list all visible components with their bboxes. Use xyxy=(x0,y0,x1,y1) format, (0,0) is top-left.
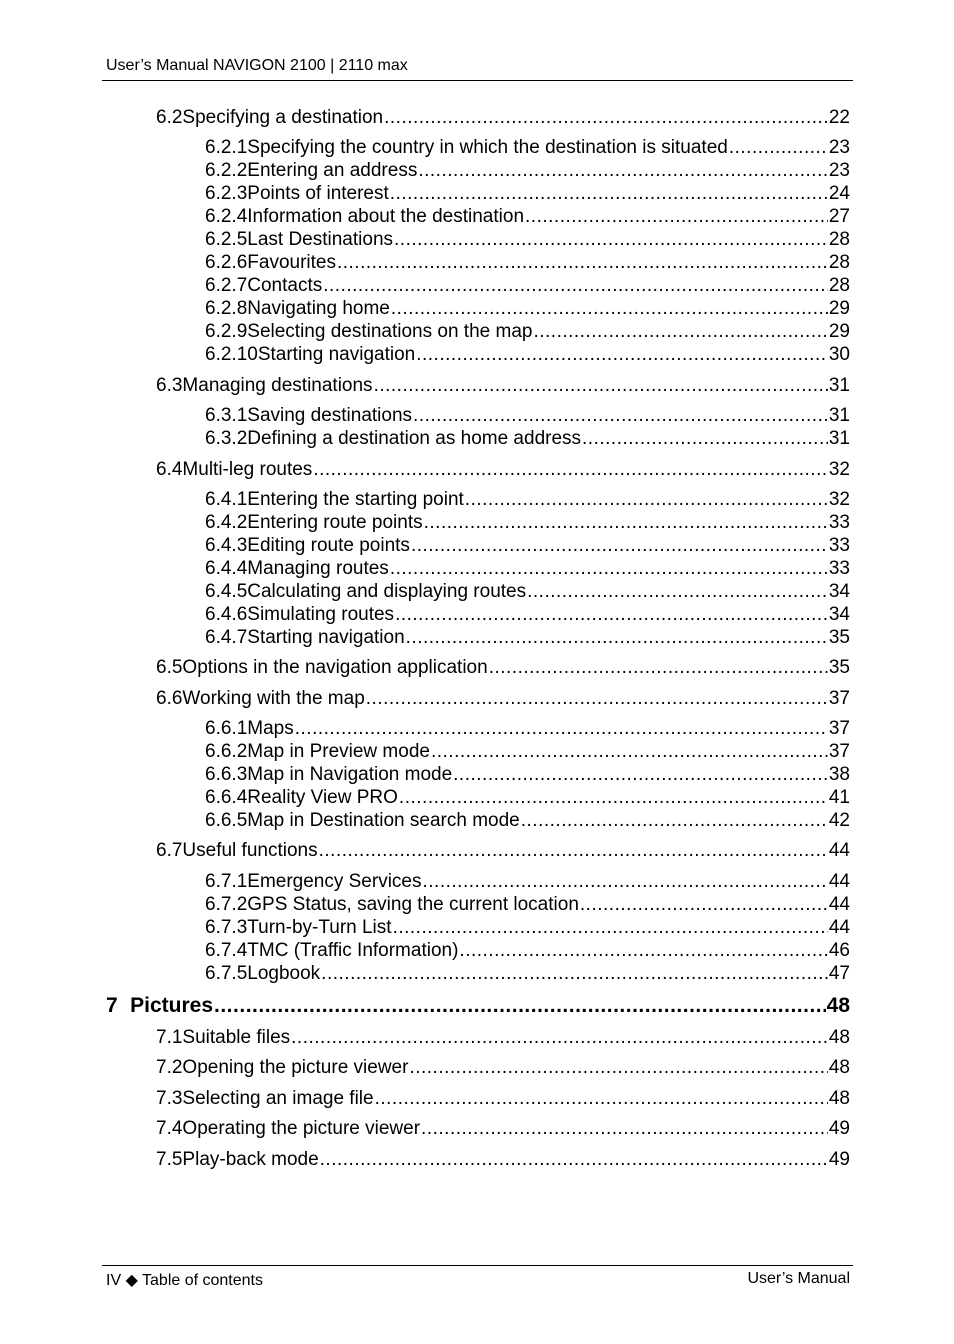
toc-dot-leader xyxy=(337,252,828,274)
toc-entry-number: 6.2.2 xyxy=(205,160,248,181)
toc-entry-number: 7.5 xyxy=(156,1149,183,1170)
toc-dot-leader xyxy=(406,627,828,649)
toc-entry-title: Map in Destination search mode xyxy=(247,810,520,831)
footer-manual-label: User’s Manual xyxy=(747,1270,850,1287)
toc-entry-page: 44 xyxy=(828,871,850,892)
toc-dot-leader xyxy=(366,688,828,710)
toc-entry-number: 6.7.4 xyxy=(205,940,248,961)
toc-entry-title: Managing destinations xyxy=(182,375,373,396)
toc-entry-page: 41 xyxy=(828,787,850,808)
toc-entry-number: 6.4.2 xyxy=(205,512,248,533)
toc-entry[interactable] xyxy=(205,810,850,832)
toc-entry-page: 32 xyxy=(828,489,850,510)
toc-dot-leader xyxy=(580,894,828,916)
toc-entry-page: 42 xyxy=(828,810,850,831)
toc-dot-leader xyxy=(319,840,828,862)
toc-entry-page: 37 xyxy=(828,741,850,762)
toc-entry[interactable] xyxy=(205,405,850,427)
toc-dot-leader xyxy=(214,994,826,1018)
toc-entry-page: 35 xyxy=(828,657,850,678)
toc-dot-leader xyxy=(291,1027,828,1049)
toc-entry[interactable] xyxy=(205,229,850,251)
toc-entry[interactable] xyxy=(156,1149,850,1171)
toc-dot-leader xyxy=(423,871,828,893)
toc-entry-title: Specifying a destination xyxy=(182,107,384,128)
toc-entry[interactable] xyxy=(205,940,850,962)
toc-entry-title: Starting navigation xyxy=(257,344,416,365)
toc-entry[interactable] xyxy=(156,375,850,397)
toc-entry[interactable] xyxy=(205,275,850,297)
toc-entry-number: 6.2.7 xyxy=(205,275,248,296)
toc-entry-number: 6.4.7 xyxy=(205,627,248,648)
toc-entry-page: 33 xyxy=(828,512,850,533)
toc-entry[interactable] xyxy=(205,160,850,182)
toc-entry-title: Selecting an image file xyxy=(182,1088,374,1109)
toc-entry-page: 47 xyxy=(828,963,850,984)
toc-entry[interactable] xyxy=(205,344,850,366)
toc-entry-number: 6.2.9 xyxy=(205,321,248,342)
toc-entry-number: 6.2.8 xyxy=(205,298,248,319)
footer-rule xyxy=(102,1265,853,1266)
toc-entry-page: 48 xyxy=(826,994,850,1017)
toc-dot-leader xyxy=(399,787,828,809)
toc-dot-leader xyxy=(390,558,828,580)
toc-entry-title: Play-back mode xyxy=(182,1149,319,1170)
toc-entry[interactable] xyxy=(156,1057,850,1079)
toc-entry-number: 6.7.3 xyxy=(205,917,248,938)
toc-entry-page: 22 xyxy=(828,107,850,128)
toc-entry-page: 44 xyxy=(828,917,850,938)
toc-dot-leader xyxy=(459,940,827,962)
toc-dot-leader xyxy=(393,917,828,939)
toc-entry-number: 6.3 xyxy=(156,375,183,396)
toc-entry-number: 6.7.2 xyxy=(205,894,248,915)
toc-entry-title: Reality View PRO xyxy=(247,787,398,808)
toc-entry[interactable] xyxy=(205,718,850,740)
toc-entry[interactable] xyxy=(205,321,850,343)
toc-entry-number: 6.4.1 xyxy=(205,489,248,510)
toc-entry-number: 6.5 xyxy=(156,657,183,678)
toc-dot-leader xyxy=(421,1118,828,1140)
toc-dot-leader xyxy=(313,459,828,481)
toc-dot-leader xyxy=(374,375,828,397)
toc-entry-page: 28 xyxy=(828,275,850,296)
toc-entry-number: 6.4.5 xyxy=(205,581,248,602)
toc-entry-title: Defining a destination as home address xyxy=(247,428,582,449)
toc-entry-title: Last Destinations xyxy=(247,229,394,250)
toc-entry-title: Favourites xyxy=(247,252,336,273)
toc-entry-title: Map in Navigation mode xyxy=(247,764,453,785)
toc-entry-title: Emergency Services xyxy=(247,871,422,892)
toc-entry-title: Navigating home xyxy=(247,298,390,319)
toc-dot-leader xyxy=(582,428,828,450)
toc-dot-leader xyxy=(533,321,827,343)
toc-entry-page: 38 xyxy=(828,764,850,785)
toc-entry-page: 31 xyxy=(828,375,850,396)
toc-entry-title: Calculating and displaying routes xyxy=(247,581,527,602)
toc-entry-title: Opening the picture viewer xyxy=(182,1057,409,1078)
toc-entry-number: 6.4 xyxy=(156,459,183,480)
toc-entry-page: 34 xyxy=(828,581,850,602)
toc-entry-page: 35 xyxy=(828,627,850,648)
toc-entry[interactable] xyxy=(205,206,850,228)
toc-dot-leader xyxy=(391,298,828,320)
toc-entry-number: 6.6.5 xyxy=(205,810,248,831)
toc-entry-number: 6.2.10 xyxy=(205,344,258,365)
toc-entry-page: 23 xyxy=(828,137,850,158)
toc-entry-number: 7.4 xyxy=(156,1118,183,1139)
toc-entry[interactable] xyxy=(205,535,850,557)
toc-dot-leader xyxy=(375,1088,828,1110)
toc-entry-number: 7 xyxy=(106,994,118,1017)
toc-entry-number: 6.2.1 xyxy=(205,137,248,158)
toc-dot-leader xyxy=(424,512,828,534)
toc-entry-title: Suitable files xyxy=(182,1027,291,1048)
toc-entry-number: 6.4.6 xyxy=(205,604,248,625)
toc-entry-page: 44 xyxy=(828,840,850,861)
toc-entry-title: Options in the navigation application xyxy=(182,657,488,678)
toc-entry-page: 28 xyxy=(828,229,850,250)
toc-entry-page: 37 xyxy=(828,718,850,739)
toc-dot-leader xyxy=(431,741,828,763)
toc-entry[interactable] xyxy=(205,604,850,626)
toc-dot-leader xyxy=(527,581,828,603)
toc-entry[interactable] xyxy=(205,183,850,205)
toc-entry-title: Information about the destination xyxy=(247,206,525,227)
toc-entry[interactable] xyxy=(205,764,850,786)
toc-entry-title: Pictures xyxy=(130,994,214,1017)
toc-entry-page: 37 xyxy=(828,688,850,709)
toc-entry-title: Simulating routes xyxy=(247,604,395,625)
toc-entry-page: 33 xyxy=(828,535,850,556)
toc-entry-page: 48 xyxy=(828,1027,850,1048)
toc-entry[interactable] xyxy=(205,741,850,763)
toc-dot-leader xyxy=(418,160,828,182)
toc-entry-number: 6.2.3 xyxy=(205,183,248,204)
toc-entry[interactable] xyxy=(205,252,850,274)
toc-entry-title: Map in Preview mode xyxy=(247,741,430,762)
toc-entry-number: 6.4.4 xyxy=(205,558,248,579)
toc-dot-leader xyxy=(295,718,828,740)
toc-entry[interactable] xyxy=(205,558,850,580)
toc-entry-page: 48 xyxy=(828,1057,850,1078)
toc-entry-number: 6.7.1 xyxy=(205,871,248,892)
running-header: User’s Manual NAVIGON 2100 | 2110 max xyxy=(106,57,408,74)
toc-dot-leader xyxy=(465,489,828,511)
footer-page-label: IV ◆ Table of contents xyxy=(106,1272,263,1289)
toc-entry-title: Saving destinations xyxy=(247,405,413,426)
toc-entry-title: Managing routes xyxy=(247,558,389,579)
toc-entry-page: 49 xyxy=(828,1118,850,1139)
toc-dot-leader xyxy=(525,206,828,228)
toc-entry-title: Points of interest xyxy=(247,183,389,204)
toc-entry-page: 27 xyxy=(828,206,850,227)
toc-entry-title: Selecting destinations on the map xyxy=(247,321,533,342)
toc-entry-number: 6.6.2 xyxy=(205,741,248,762)
toc-entry-number: 7.3 xyxy=(156,1088,183,1109)
toc-entry-title: Working with the map xyxy=(182,688,365,709)
toc-entry[interactable] xyxy=(205,489,850,511)
toc-entry-title: Logbook xyxy=(247,963,321,984)
toc-entry[interactable] xyxy=(156,657,850,679)
toc-entry-number: 7.2 xyxy=(156,1057,183,1078)
toc-dot-leader xyxy=(384,107,828,129)
toc-entry[interactable] xyxy=(205,298,850,320)
toc-entry[interactable] xyxy=(156,107,850,129)
toc-entry[interactable] xyxy=(205,871,850,893)
toc-entry-title: GPS Status, saving the current location xyxy=(247,894,579,915)
toc-entry-title: Operating the picture viewer xyxy=(182,1118,421,1139)
toc-entry-page: 23 xyxy=(828,160,850,181)
toc-entry-page: 31 xyxy=(828,405,850,426)
toc-entry[interactable] xyxy=(156,459,850,481)
toc-entry[interactable] xyxy=(205,137,850,159)
toc-entry[interactable] xyxy=(156,688,850,710)
toc-entry-page: 31 xyxy=(828,428,850,449)
toc-entry[interactable] xyxy=(205,894,850,916)
toc-entry-number: 7.1 xyxy=(156,1027,183,1048)
toc-dot-leader xyxy=(394,229,828,251)
toc-entry-title: Starting navigation xyxy=(247,627,405,648)
toc-dot-leader xyxy=(521,810,828,832)
toc-entry-page: 46 xyxy=(828,940,850,961)
toc-entry-page: 24 xyxy=(828,183,850,204)
toc-entry-title: Entering an address xyxy=(247,160,418,181)
toc-entry-number: 6.6.3 xyxy=(205,764,248,785)
toc-entry-number: 6.7 xyxy=(156,840,183,861)
toc-entry-number: 6.3.1 xyxy=(205,405,248,426)
toc-entry-number: 6.7.5 xyxy=(205,963,248,984)
toc-entry-title: Multi-leg routes xyxy=(182,459,313,480)
toc-entry-number: 6.6.1 xyxy=(205,718,248,739)
toc-dot-leader xyxy=(413,405,828,427)
toc-entry[interactable] xyxy=(205,428,850,450)
toc-entry[interactable] xyxy=(156,1118,850,1140)
toc-entry-number: 6.6 xyxy=(156,688,183,709)
toc-dot-leader xyxy=(323,275,828,297)
toc-dot-leader xyxy=(409,1057,827,1079)
toc-entry-page: 32 xyxy=(828,459,850,480)
toc-entry[interactable] xyxy=(205,787,850,809)
toc-dot-leader xyxy=(411,535,828,557)
toc-dot-leader xyxy=(320,1149,828,1171)
toc-dot-leader xyxy=(321,963,828,985)
toc-entry-number: 6.2 xyxy=(156,107,183,128)
toc-entry-page: 28 xyxy=(828,252,850,273)
toc-entry-page: 34 xyxy=(828,604,850,625)
toc-entry-number: 6.3.2 xyxy=(205,428,248,449)
toc-entry-title: Useful functions xyxy=(182,840,318,861)
toc-dot-leader xyxy=(729,137,828,159)
toc-entry-title: Maps xyxy=(247,718,294,739)
toc-dot-leader xyxy=(390,183,828,205)
toc-entry-page: 29 xyxy=(828,321,850,342)
toc-entry-page: 48 xyxy=(828,1088,850,1109)
toc-entry[interactable] xyxy=(205,627,850,649)
toc-entry-page: 44 xyxy=(828,894,850,915)
toc-entry[interactable] xyxy=(156,1027,850,1049)
toc-entry-number: 6.2.6 xyxy=(205,252,248,273)
toc-dot-leader xyxy=(395,604,828,626)
toc-entry[interactable] xyxy=(106,994,850,1018)
toc-entry-title: TMC (Traffic Information) xyxy=(247,940,459,961)
toc-entry[interactable] xyxy=(205,963,850,985)
toc-entry-page: 33 xyxy=(828,558,850,579)
toc-entry-number: 6.2.5 xyxy=(205,229,248,250)
toc-dot-leader xyxy=(416,344,828,366)
toc-entry-page: 49 xyxy=(828,1149,850,1170)
toc-entry-page: 30 xyxy=(828,344,850,365)
toc-entry[interactable] xyxy=(156,1088,850,1110)
toc-entry-number: 6.4.3 xyxy=(205,535,248,556)
toc-entry-number: 6.6.4 xyxy=(205,787,248,808)
toc-dot-leader xyxy=(489,657,828,679)
toc-entry[interactable] xyxy=(156,840,850,862)
toc-entry-title: Editing route points xyxy=(247,535,410,556)
toc-entry[interactable] xyxy=(205,917,850,939)
toc-entry-title: Entering route points xyxy=(247,512,423,533)
toc-entry-title: Entering the starting point xyxy=(247,489,464,510)
toc-entry-title: Contacts xyxy=(247,275,323,296)
toc-entry-page: 29 xyxy=(828,298,850,319)
toc-dot-leader xyxy=(453,764,828,786)
toc-entry[interactable] xyxy=(205,581,850,603)
toc-entry[interactable] xyxy=(205,512,850,534)
toc-entry-title: Turn-by-Turn List xyxy=(247,917,392,938)
toc-entry-title: Specifying the country in which the destination is situated xyxy=(247,137,728,158)
toc-entry-number: 6.2.4 xyxy=(205,206,248,227)
